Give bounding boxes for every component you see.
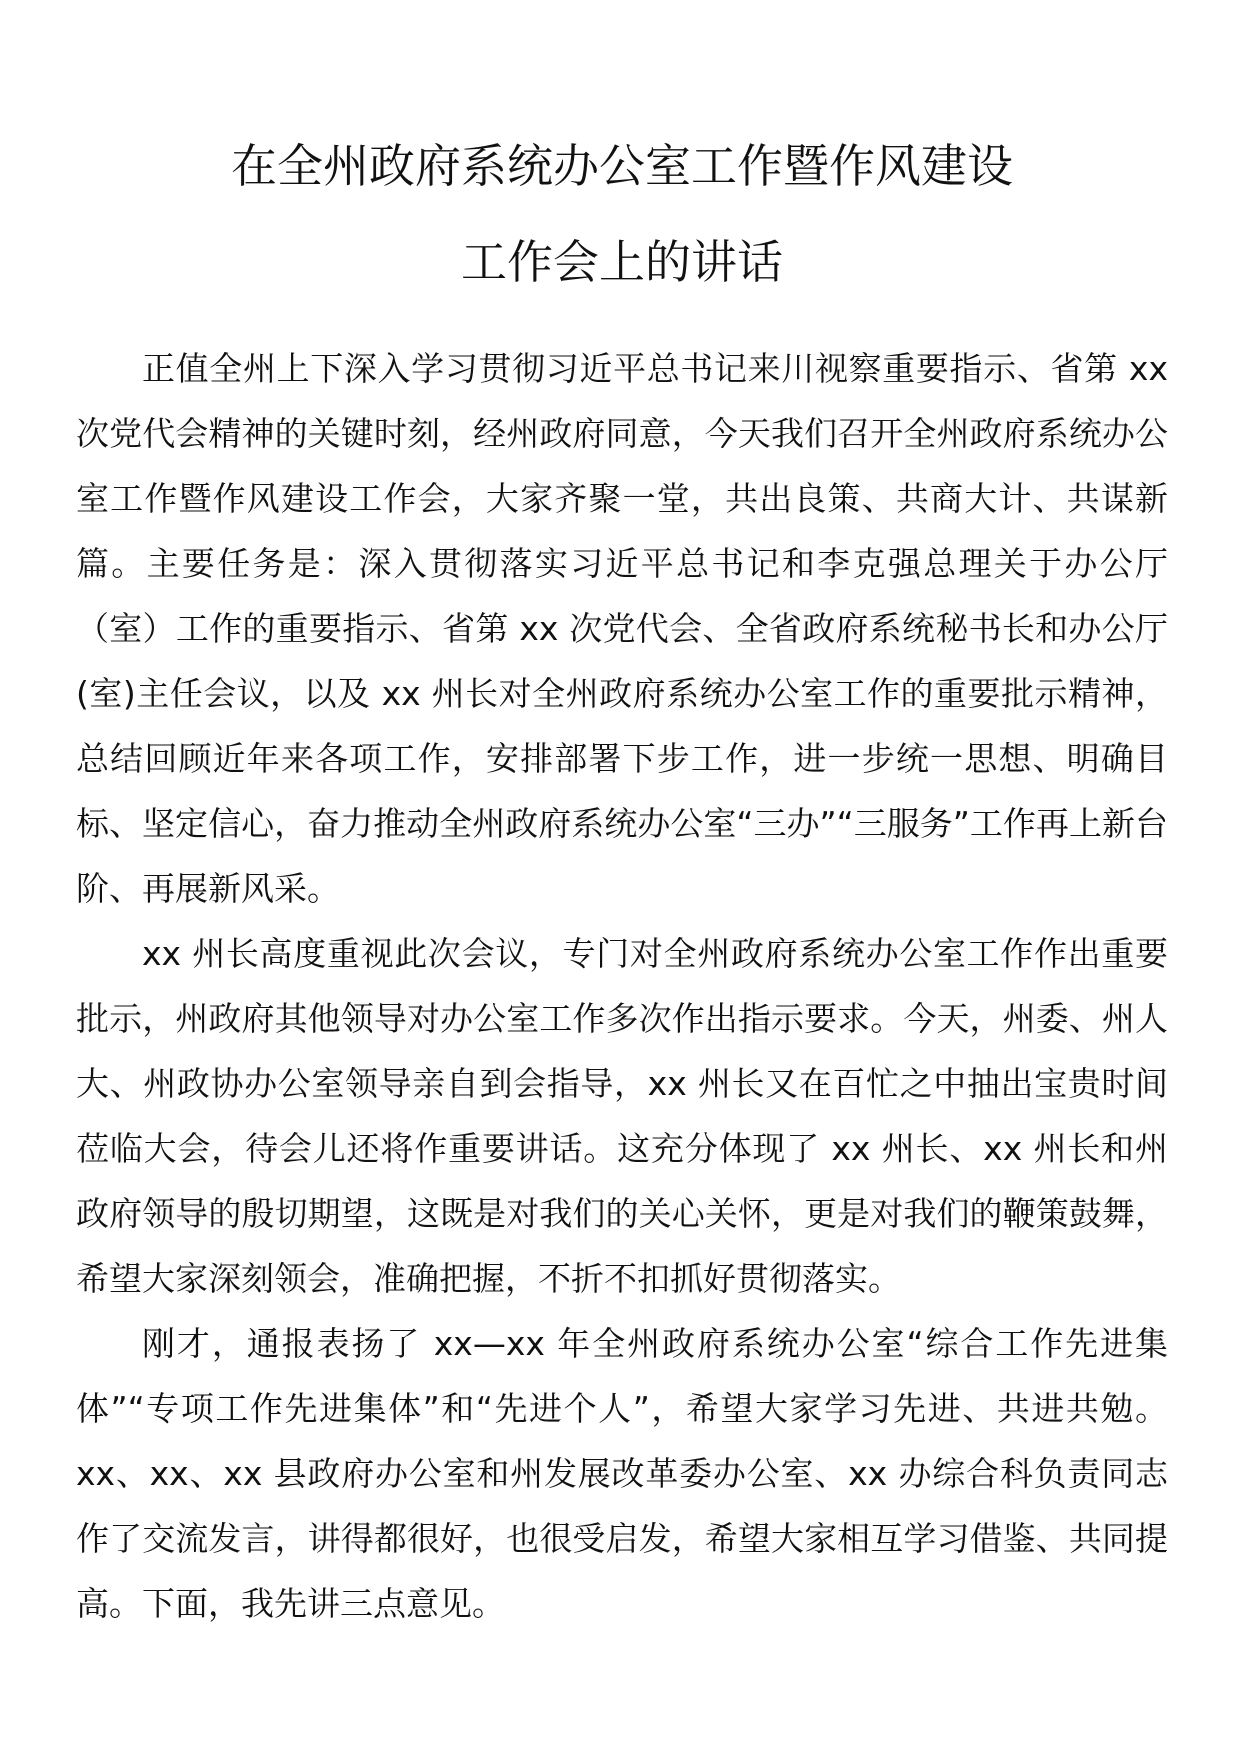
title-line-1: 在全州政府系统办公室工作暨作风建设 [231,139,1013,193]
document-title [76,118,1168,310]
paragraph-2: xx 州长高度重视此次会议，专门对全州政府系统办公室工作作出重要批示，州政府其他领导对办公室工作多次作出指示要求。今天，州委、州人大、州政协办公室领导亲自到会指导，xx 州长又在百忙之中抽出宝贵时间莅临大会，待会儿还将作重要讲话。这充分体现了 xx 州长、xx 州长和州政府领导的殷切期望，这既是对我们的关心关怀，更是对我们的鞭策鼓舞，希望大家深刻领会，准确把握，不折不扣抓好贯彻落实。 [76,934,1168,1298]
paragraph-3: 刚才，通报表扬了 xx—xx 年全州政府系统办公室“综合工作先进集体”“专项工作先进集体”和“先进个人”，希望大家学习先进、共进共勉。xx、xx、xx 县政府办公室和州发展改革委办公室、xx 办综合科负责同志作了交流发言，讲得都很好，也很受启发，希望大家相互学习借鉴、共同提高。下面，我先讲三点意见。 [76,1324,1168,1623]
title-line-2: 工作会上的讲话 [461,235,783,289]
paragraph-1: 正值全州上下深入学习贯彻习近平总书记来川视察重要指示、省第 xx 次党代会精神的关键时刻，经州政府同意，今天我们召开全州政府系统办公室工作暨作风建设工作会，大家齐聚一堂，共出良策、共商大计、共谋新篇。主要任务是：深入贯彻落实习近平总书记和李克强总理关于办公厅（室）工作的重要指示、省第 xx 次党代会、全省政府系统秘书长和办公厅(室)主任会议，以及 xx 州长对全州政府系统办公室工作的重要批示精神，总结回顾近年来各项工作，安排部署下步工作，进一步统一思想、明确目标、坚定信心，奋力推动全州政府系统办公室“三办”“三服务”工作再上新台阶、再展新风采。 [76,349,1168,908]
document-body [76,336,1168,1636]
